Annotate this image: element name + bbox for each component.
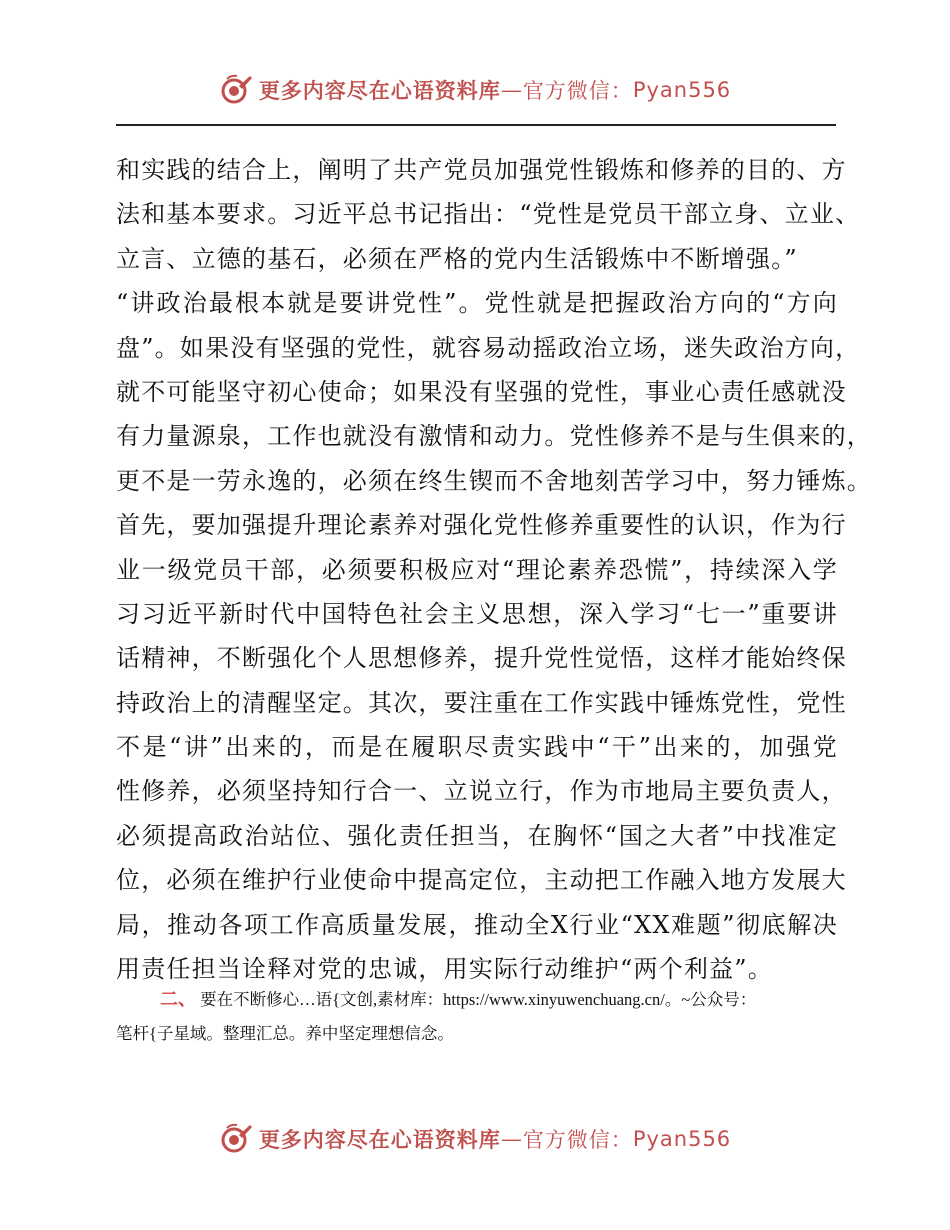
section-heading-paragraph (116, 982, 840, 1051)
body-line: 不是“讲”出来的，而是在履职尽责实践中“干”出来的，加强党 (116, 733, 838, 762)
body-line: 局，推动各项工作高质量发展，推动全X行业“XX难题”彻底解决 (116, 910, 838, 939)
header-divider (116, 124, 836, 126)
body-line: 话精神，不断强化个人思想修养，提升党性觉悟，这样才能始终保 (116, 644, 847, 673)
section-heading-text: 要在不断修心…语{文创,素材库：https://www.xinyuwenchuang.cn/。~公众号： (200, 990, 757, 1009)
body-paragraph (116, 148, 872, 991)
body-line: 位，必须在维护行业使命中提高定位，主动把工作融入地方发展大 (116, 866, 847, 895)
pen-nib-logo-icon (219, 73, 253, 107)
section-number: 二、 (160, 989, 196, 1009)
body-line: “讲政治最根本就是要讲党性”。党性就是把握政治方向的“方向 (116, 289, 838, 318)
body-line: 业一级党员干部，必须要积极应对“理论素养恐慌”，持续深入学 (116, 555, 838, 584)
body-line: 盘”。如果没有坚强的党性，就容易动摇政治立场，迷失政治方向， (116, 333, 861, 362)
body-line: 和实践的结合上，阐明了共产党员加强党性锻炼和修养的目的、方 (116, 156, 847, 184)
footer-separator: — (500, 1127, 523, 1151)
body-line: 更不是一劳永逸的，必须在终生锲而不舍地刻苦学习中，努力锤炼。 (116, 466, 872, 495)
header-site-name: 更多内容尽在心语资料库 (258, 78, 501, 103)
footer-wechat-label: 官方微信： (522, 1128, 633, 1152)
footer-wechat-id: Pyan556 (632, 1127, 732, 1151)
body-line: 用责任担当诠释对党的忠诚，用实际行动维护“两个利益”。 (116, 955, 773, 984)
body-line: 法和基本要求。习近平总书记指出：“党性是党员干部立身、立业、 (116, 200, 861, 229)
footer-banner (0, 1119, 950, 1159)
header-wechat-id: Pyan556 (632, 78, 732, 102)
body-line: 持政治上的清醒坚定。其次，要注重在工作实践中锤炼党性，党性 (116, 688, 847, 717)
section-heading-line-2: 笔杆{子星域。整理汇总。养中坚定理想信念。 (116, 1024, 454, 1043)
header-banner (0, 70, 950, 110)
body-line: 有力量源泉，工作也就没有激情和动力。党性修养不是与生俱来的， (116, 422, 872, 451)
footer-site-name: 更多内容尽在心语资料库 (258, 1127, 501, 1152)
body-line: 立言、立德的基石，必须在严格的党内生活锻炼中不断增强。” (116, 244, 798, 273)
body-line: 首先，要加强提升理论素养对强化党性修养重要性的认识，作为行 (116, 511, 847, 540)
body-line: 习习近平新时代中国特色社会主义思想，深入学习“七一”重要讲 (116, 599, 838, 628)
header-wechat-label: 官方微信： (522, 79, 633, 103)
body-line: 性修养，必须坚持知行合一、立说立行，作为市地局主要负责人， (116, 777, 847, 806)
body-line: 就不可能坚守初心使命；如果没有坚强的党性，事业心责任感就没 (116, 377, 847, 406)
body-line: 必须提高政治站位、强化责任担当，在胸怀“国之大者”中找准定 (116, 821, 838, 850)
pen-nib-logo-icon (219, 1122, 253, 1156)
header-separator: — (500, 78, 523, 102)
section-heading-line-1 (116, 982, 840, 1017)
